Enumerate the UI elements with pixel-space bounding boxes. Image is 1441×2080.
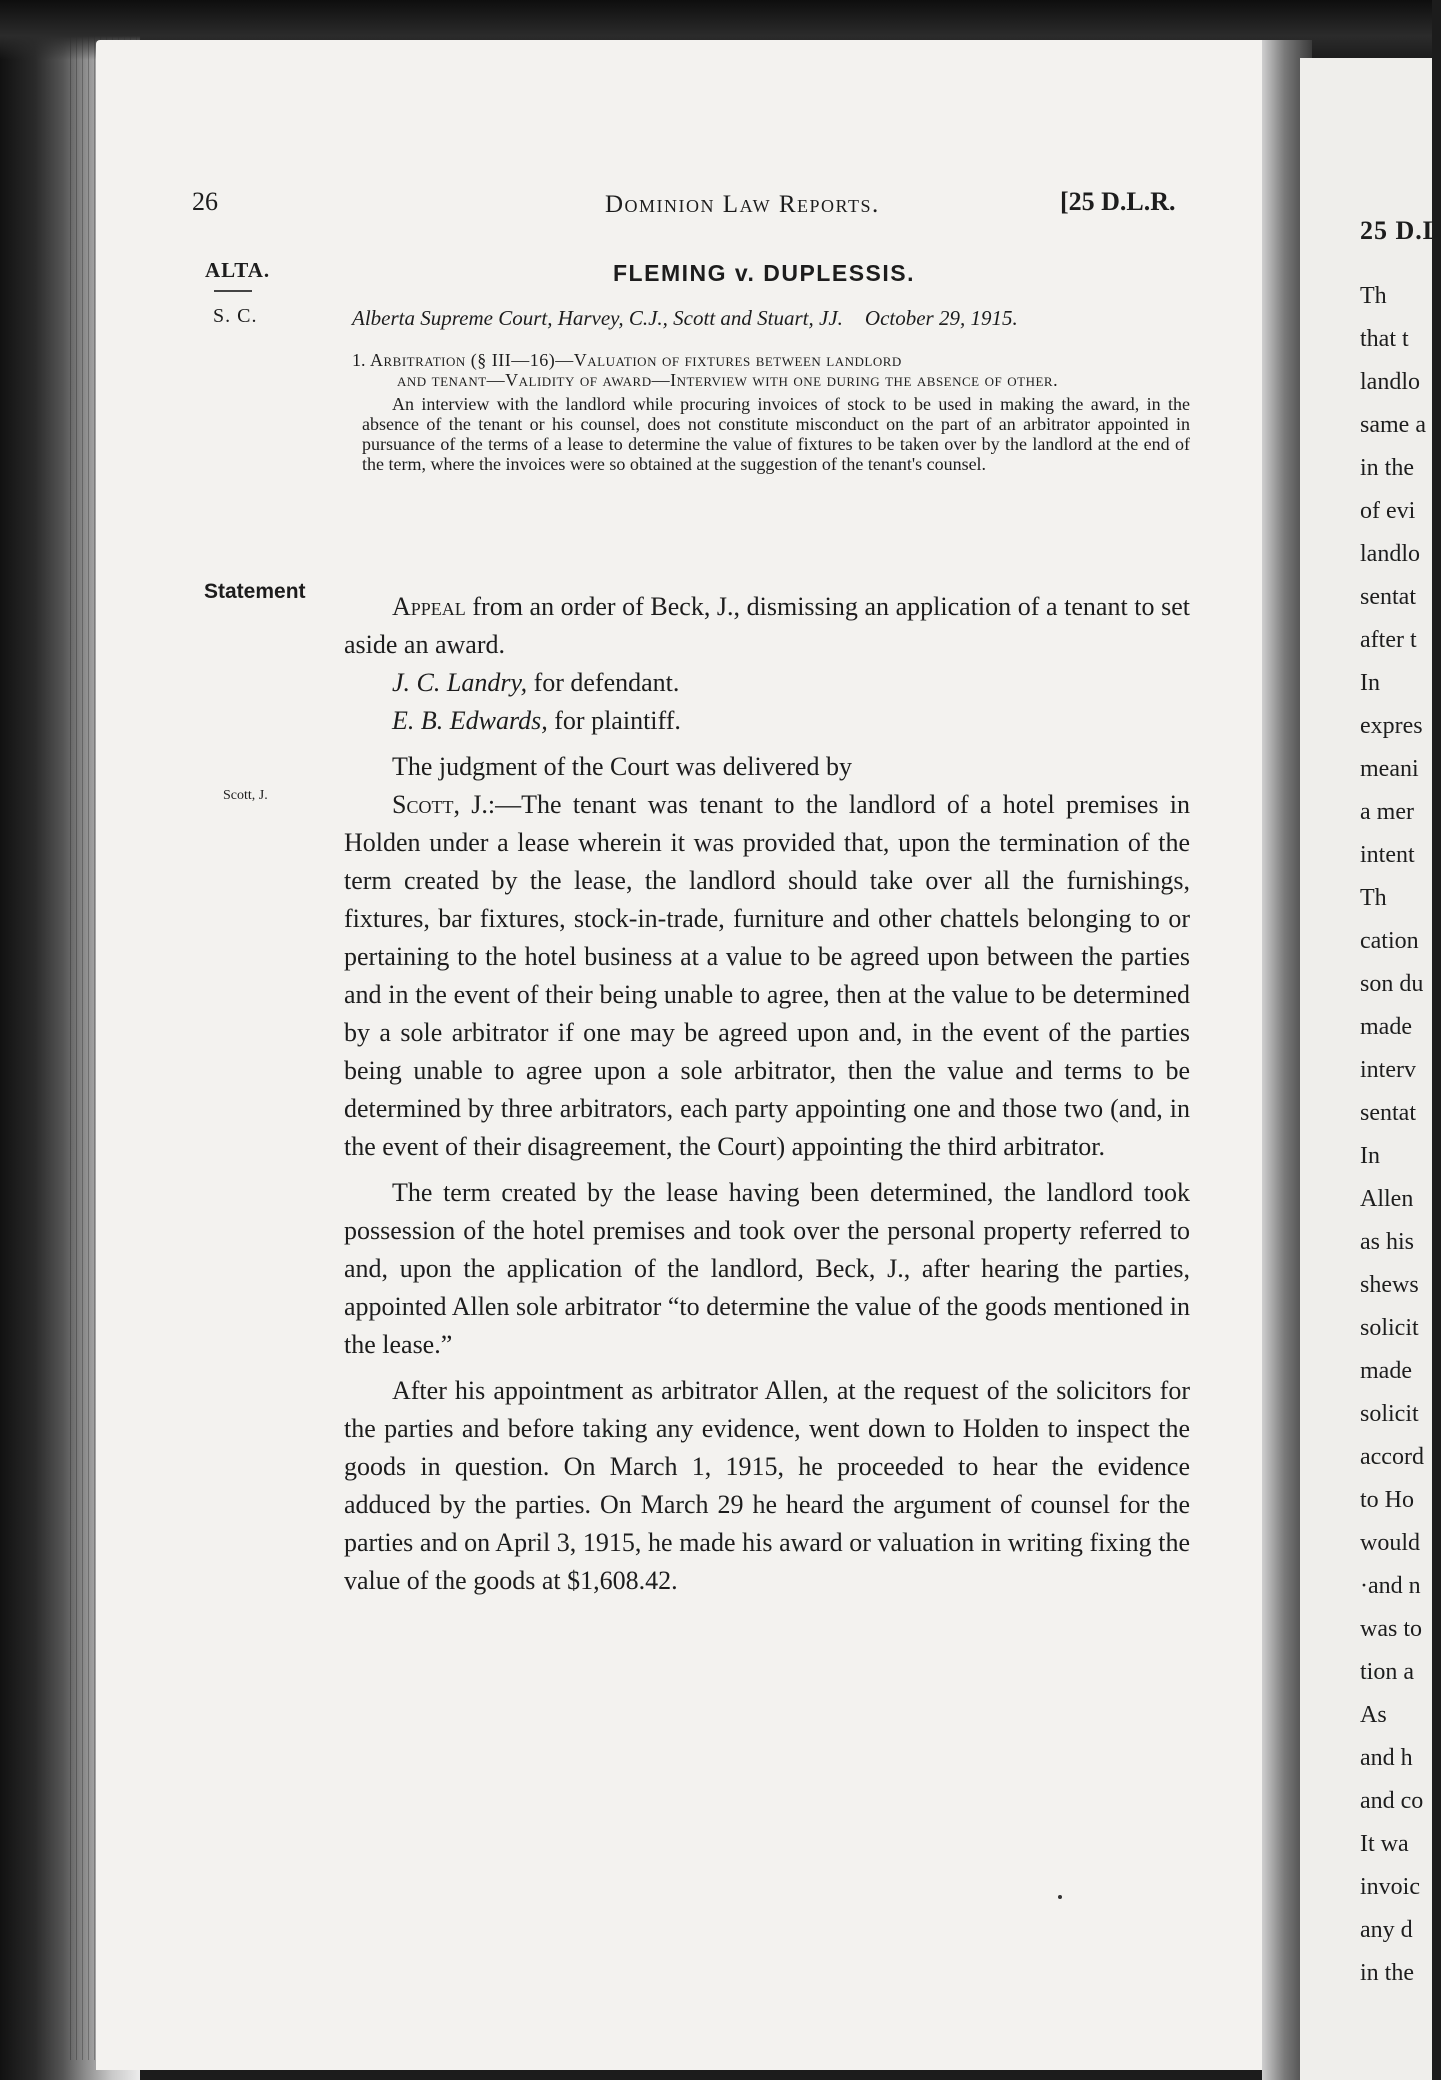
facing-page-line: tion a (1360, 1659, 1414, 1685)
margin-province: ALTA. (205, 258, 271, 282)
facing-page-line: landlo (1360, 541, 1420, 567)
page-number: 26 (192, 187, 218, 216)
paragraph-2: The term created by the lease having been determined, the landlord took possession of the hotel premises and took over the personal property referred to and, upon the application of the landlord, Beck, J., after hearing the parties, appointed Allen sole arbitrator “to determine the value of the goods mentioned in the lease.” (344, 1178, 1190, 1359)
counsel-defendant-role: for defendant. (527, 668, 680, 697)
facing-page-line: expres (1360, 713, 1423, 739)
facing-page-line: would (1360, 1530, 1420, 1556)
facing-page-line: As (1360, 1702, 1387, 1728)
judge-lead: Scott, J.: (392, 790, 496, 819)
facing-page-line: a mer (1360, 799, 1414, 825)
appeal-text: from an order of Beck, J., dismissing an application of a tenant to set aside an award. (344, 592, 1190, 659)
counsel-plaintiff (344, 702, 1190, 740)
facing-page-line: in the (1360, 455, 1414, 481)
facing-page-line: interv (1360, 1057, 1416, 1083)
margin-rule (214, 290, 252, 292)
facing-page-line: was to (1360, 1616, 1422, 1642)
facing-page-line: as his (1360, 1229, 1414, 1255)
paragraph-3: After his appointment as arbitrator Allen, at the request of the solicitors for the parties and before taking any evidence, went down to Holden to inspect the goods in question. On March 1, 1915, he proceeded to hear the evidence adduced by the parties. On March 29 he heard the argument of counsel for the parties and on April 3, 1915, he made his award or valuation in writing fixing the value of the goods at $1,608.42. (344, 1376, 1190, 1595)
facing-page-line: that t (1360, 326, 1409, 352)
headnote-topic-cont: and tenant—Validity of award—Interview with one during the absence of other. (397, 370, 1059, 390)
facing-page-line: ·and n (1360, 1573, 1421, 1599)
appeal-lead: Appeal (392, 592, 466, 621)
facing-page-line: landlo (1360, 369, 1420, 395)
facing-page-line: Th (1360, 885, 1387, 911)
headnote (352, 350, 1190, 474)
volume-reference: [25 D.L.R. (1060, 187, 1176, 216)
judge-side-label: Scott, J. (223, 788, 268, 803)
case-title: FLEMING v. DUPLESSIS. (613, 260, 915, 286)
appeal-paragraph (344, 588, 1190, 664)
facing-page-line: made (1360, 1358, 1412, 1384)
counsel-defendant-name: J. C. Landry, (392, 668, 528, 697)
facing-page-line: same a (1360, 412, 1426, 438)
court-names: Alberta Supreme Court, Harvey, C.J., Scott and Stuart, JJ. (352, 306, 843, 330)
paragraph-1 (344, 786, 1190, 1166)
speck-mark (1058, 1895, 1062, 1899)
facing-page-line: Th (1360, 283, 1387, 309)
margin-court: S. C. (213, 305, 258, 327)
decision-date: October 29, 1915. (864, 306, 1018, 330)
facing-page-line: sentat (1360, 584, 1416, 610)
counsel-plaintiff-name: E. B. Edwards, (392, 706, 548, 735)
facing-page-line: sentat (1360, 1100, 1416, 1126)
facing-page-line: In (1360, 1143, 1380, 1169)
headnote-topic-line (352, 350, 1190, 370)
facing-page-line: solicit (1360, 1401, 1419, 1427)
facing-page-line: and co (1360, 1788, 1424, 1814)
facing-page-line: solicit (1360, 1315, 1419, 1341)
facing-page-line: to Ho (1360, 1487, 1414, 1513)
facing-page-line: of evi (1360, 498, 1416, 524)
facing-page-line: meani (1360, 756, 1419, 782)
delivered-line: The judgment of the Court was delivered by (392, 752, 852, 781)
facing-page-line: made (1360, 1014, 1412, 1040)
facing-page (1300, 58, 1441, 2080)
counsel-defendant (344, 664, 1190, 702)
paragraph-1-text: —The tenant was tenant to the landlord of a hotel premises in Holden under a lease wherein it was provided that, upon the termination of the term created by the lease, the landlord should take over all the furnishings, fixtures, bar fixtures, stock-in-trade, furniture and other chattels belonging to or pertaining to the hotel business at a value to be agreed upon between the parties and in the event of their being unable to agree, then at the value to be determined by a sole arbitrator if one may be agreed upon and, in the event of the parties being unable to agree upon a sole arbitrator, then the value and terms to be determined by three arbitrators, each party appointing one and those two (and, in the event of their disagreement, the Court) appointing the third arbitrator. (344, 790, 1191, 1161)
facing-page-line: after t (1360, 627, 1417, 653)
facing-page-line: In (1360, 670, 1380, 696)
headnote-number: 1. (352, 350, 366, 370)
facing-page-line: Allen (1360, 1186, 1414, 1212)
judgment-body (344, 588, 1190, 1600)
statement-label: Statement (204, 580, 306, 603)
facing-page-header: 25 D.L (1360, 216, 1441, 245)
facing-page-line: It wa (1360, 1831, 1409, 1857)
facing-page-line: invoic (1360, 1874, 1420, 1900)
headnote-topic: Arbitration (§ III—16)—Valuation of fixtures between landlord (370, 350, 902, 370)
facing-page-line: and h (1360, 1745, 1413, 1771)
facing-page-lines (1360, 283, 1426, 2003)
facing-page-line: shews (1360, 1272, 1419, 1298)
facing-page-line: accord (1360, 1444, 1424, 1470)
facing-page-line: any d (1360, 1917, 1413, 1943)
counsel-plaintiff-role: for plaintiff. (547, 706, 681, 735)
facing-page-line: cation (1360, 928, 1419, 954)
running-head: Dominion Law Reports. (605, 191, 880, 218)
headnote-body: An interview with the landlord while procuring invoices of stock to be used in making the award, in the absence of the tenant or his counsel, does not constitute misconduct on the part of an arbitrator appointed in pursuance of the terms of a lease to determine the value of fixtures to be taken over by the landlord at the end of the term, where the invoices were so obtained at the suggestion of the tenant's counsel. (362, 394, 1190, 474)
facing-page-line: son du (1360, 971, 1424, 997)
facing-page-line: in the (1360, 1960, 1414, 1986)
facing-page-line: intent (1360, 842, 1415, 868)
court-line (352, 306, 1018, 331)
